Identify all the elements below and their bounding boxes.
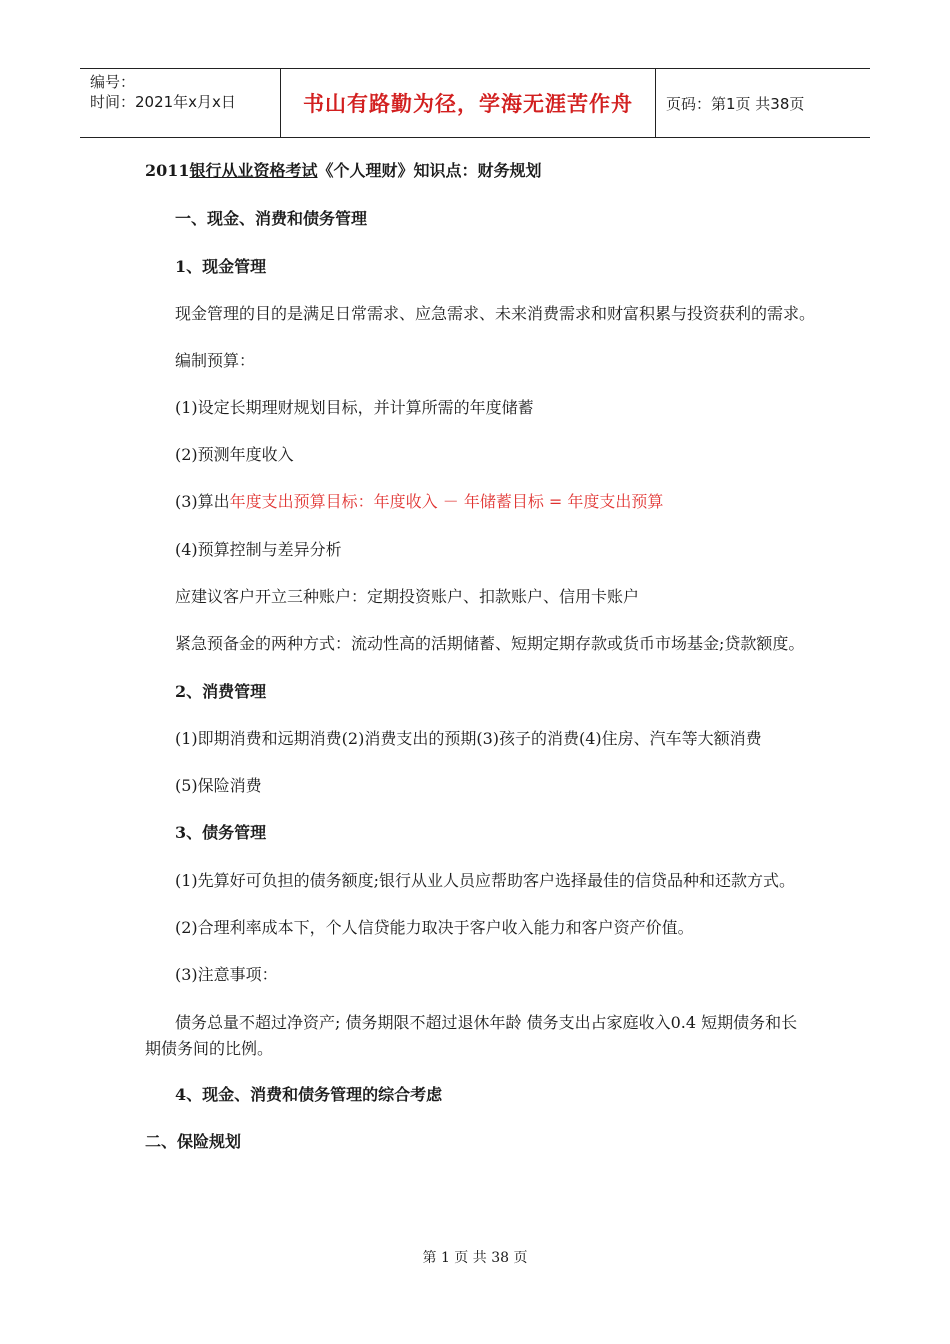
subsection-debt-management: 3、债务管理 (175, 823, 267, 842)
section-heading-2: 二、保险规划 (145, 1132, 242, 1151)
subsection-consumption-management: 2、消费管理 (175, 682, 267, 701)
paragraph-budget-step-3 (175, 491, 663, 513)
paragraph-budget-label: 编制预算： (175, 351, 256, 370)
subsection-cash-management: 1、现金管理 (175, 257, 267, 276)
paragraph-consumption-items: (1)即期消费和远期消费(2)消费支出的预期(3)孩子的消费(4)住房、汽车等大额消费 (175, 729, 762, 748)
header-meta (80, 69, 280, 137)
time-label: 时间：2021年x月x日 (90, 93, 236, 111)
paragraph-debt-step-3: (3)注意事项： (175, 965, 278, 984)
title-rest: 《个人理财》知识点：财务规划 (317, 161, 542, 180)
paragraph-debt-notes-cont: 期债务间的比例。 (145, 1039, 274, 1058)
paragraph-debt-step-2: (2)合理利率成本下，个人信贷能力取决于客户收入能力和客户资产价值。 (175, 918, 694, 937)
page-header (80, 68, 870, 138)
paragraph-debt-notes: 债务总量不超过净资产; 债务期限不超过退休年龄 债务支出占家庭收入0.4 短期债务和长 (175, 1013, 798, 1032)
section-heading-1: 一、现金、消费和债务管理 (175, 209, 368, 228)
header-motto: 书山有路勤为径，学海无涯苦作舟 (280, 69, 656, 137)
paragraph-budget-step-1: (1)设定长期理财规划目标，并计算所需的年度储蓄 (175, 398, 534, 417)
paragraph-insurance-consumption: (5)保险消费 (175, 776, 262, 795)
paragraph-cash-purpose: 现金管理的目的是满足日常需求、应急需求、未来消费需求和财富积累与投资获利的需求。 (175, 304, 816, 323)
page-footer: 第 1 页 共 38 页 (422, 1250, 528, 1266)
paragraph-budget-step-2: (2)预测年度收入 (175, 445, 294, 464)
header-page-info: 页码：第1页 共38页 (666, 94, 805, 113)
paragraph-emergency-fund: 紧急预备金的两种方式：流动性高的活期储蓄、短期定期存款或货币市场基金;贷款额度。 (175, 634, 805, 653)
doc-title (145, 160, 542, 182)
budget-formula: 年度支出预算目标：年度收入 － 年储蓄目标 = 年度支出预算 (229, 492, 664, 511)
subsection-combined: 4、现金、消费和债务管理的综合考虑 (175, 1085, 443, 1104)
paragraph-accounts: 应建议客户开立三种账户：定期投资账户、扣款账户、信用卡账户 (175, 587, 640, 606)
number-label: 编号： (90, 73, 136, 91)
paragraph-debt-step-1: (1)先算好可负担的债务额度;银行从业人员应帮助客户选择最佳的信贷品种和还款方式。 (175, 871, 796, 890)
title-prefix: 2011 (145, 161, 190, 180)
title-link[interactable]: 银行从业资格考试 (189, 161, 318, 180)
paragraph-budget-step-4: (4)预算控制与差异分析 (175, 540, 342, 559)
step-3-prefix: (3)算出 (175, 492, 230, 511)
